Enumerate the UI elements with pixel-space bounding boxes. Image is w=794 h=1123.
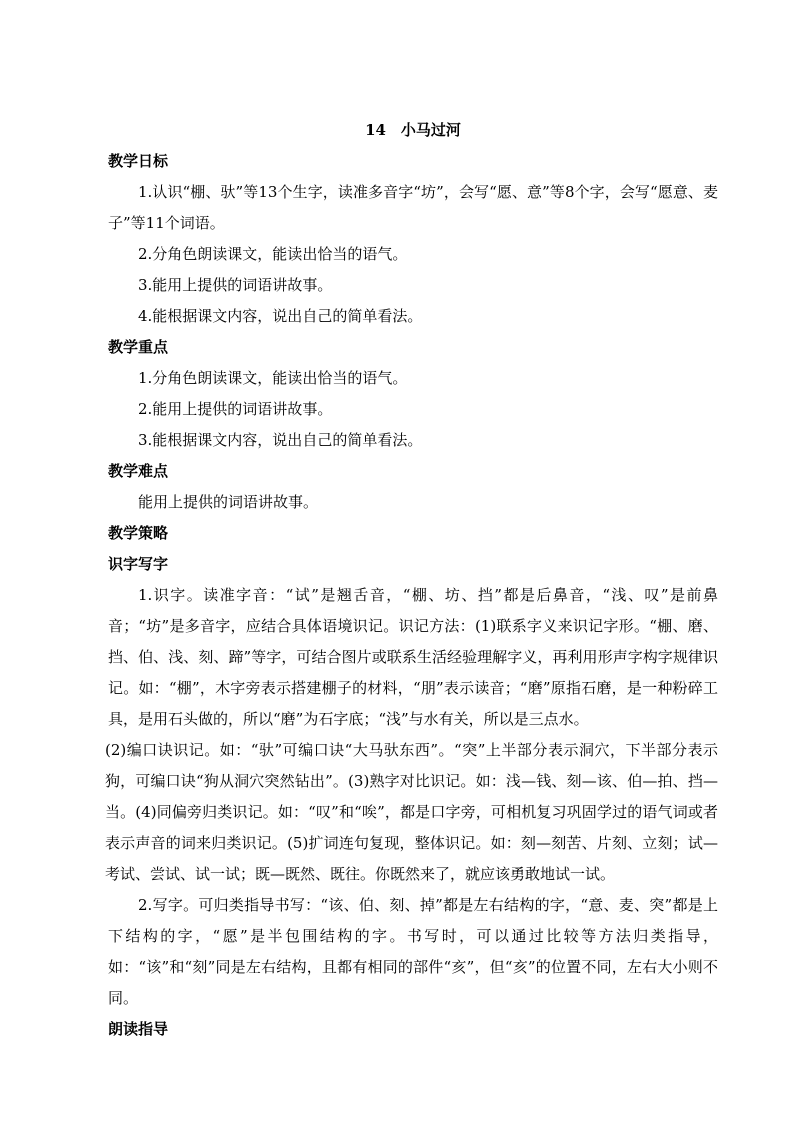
literacy-paragraph-2: (2)编口诀识记。如：“驮”可编口诀“大马驮东西”。“突”上半部分表示洞穴，下半部分表示狗，可编口诀“狗从洞穴突然钻出”。(3)熟字对比识记。如：浅—钱、刻—该、伯—拍、挡—当。(4)同偏旁归类识记。如：“叹”和“唉”，都是口字旁，可相机复习巩固学过的语气词或者表示声音的词来归类识记。(5)扩词连句复现，整体识记。如：刻—刻苦、片刻、立刻；试—考试、尝试、试一试；既—既然、既往。你既然来了，就应该勇敢地试一试。 (105, 741, 718, 883)
section-heading-goals: 教学日标 (108, 152, 169, 170)
section-heading-difficulty: 教学难点 (108, 462, 169, 480)
subheading-literacy: 识字写字 (108, 555, 169, 573)
literacy-paragraph-1: 1.识字。读准字音：“试”是翘舌音，“棚、坊、挡”都是后鼻音，“浅、叹”是前鼻音；“坊”是多音字，应结合具体语境识记。识记方法：(1)联系字义来识记字形。“棚、磨、挡、伯、浅、刻、蹄”等字，可结合图片或联系生活经验理解字义，再利用形声字构字规律识记。如：“棚”，木字旁表示搭建棚子的材料，“朋”表示读音；“磨”原指石磨，是一种粉碎工具，是用石头做的，所以“磨”为石字底；“浅”与水有关，所以是三点水。 (108, 586, 718, 728)
goal-item: 3.能用上提供的词语讲故事。 (138, 276, 333, 294)
goal-item: 2.分角色朗读课文，能读出恰当的语气。 (138, 245, 408, 263)
goal-item: 1.认识“棚、驮”等13个生字，读准多音字“坊”，会写“愿、意”等8个字，会写“愿意、麦子”等11个词语。 (108, 183, 718, 232)
difficulty-text: 能用上提供的词语讲故事。 (138, 493, 319, 511)
section-heading-key-points: 教学重点 (108, 338, 169, 356)
key-point-item: 3.能根据课文内容，说出自己的简单看法。 (138, 431, 423, 449)
literacy-paragraph-3: 2.写字。可归类指导书写：“该、伯、刻、掉”都是左右结构的字，“意、麦、突”都是上下结构的字，“愿”是半包围结构的字。书写时，可以通过比较等方法归类指导，如：“该”和“刻”同是左右结构，且都有相同的部件“亥”，但“亥”的位置不同，左右大小则不同。 (108, 896, 718, 1007)
page-title: 14 小马过河 (365, 121, 461, 139)
goal-item: 4.能根据课文内容，说出自己的简单看法。 (138, 307, 423, 325)
section-heading-strategy: 教学策略 (108, 524, 169, 542)
subheading-reading-guidance: 朗读指导 (108, 1020, 169, 1038)
document-body (105, 116, 718, 1045)
key-point-item: 2.能用上提供的词语讲故事。 (138, 400, 333, 418)
key-point-item: 1.分角色朗读课文，能读出恰当的语气。 (138, 369, 408, 387)
